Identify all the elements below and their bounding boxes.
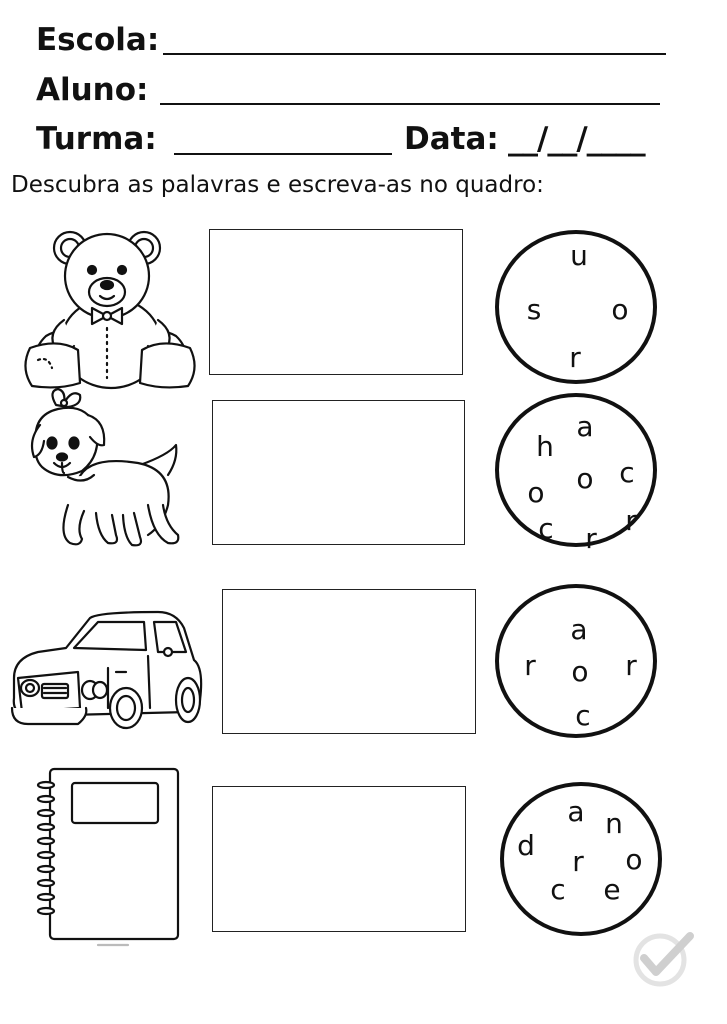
letter: s — [526, 293, 542, 326]
answer-box-2[interactable] — [212, 400, 465, 545]
letter: o — [571, 655, 589, 688]
letter: r — [625, 504, 637, 537]
letter: o — [611, 293, 629, 326]
letter: n — [605, 807, 623, 840]
letter: a — [567, 795, 585, 828]
letter: r — [569, 341, 581, 374]
teddy-bear-icon — [18, 228, 202, 392]
date-label: Data: — [404, 121, 499, 157]
letter: o — [527, 476, 545, 509]
puppy-dog-icon — [28, 385, 196, 555]
letter: c — [575, 699, 591, 732]
class-field[interactable] — [174, 153, 392, 155]
answer-box-1[interactable] — [209, 229, 463, 375]
letter: r — [585, 522, 597, 555]
letter: c — [538, 512, 554, 545]
notebook-icon — [36, 765, 186, 947]
letter: d — [517, 829, 535, 862]
answer-box-3[interactable] — [222, 589, 476, 734]
school-label: Escola: — [36, 22, 160, 58]
letter: r — [625, 649, 637, 682]
student-label: Aluno: — [36, 72, 149, 108]
letter-circle-2 — [495, 393, 657, 555]
check-mark-icon — [628, 928, 696, 990]
letter-circle-3 — [495, 584, 657, 738]
letter: o — [576, 462, 594, 495]
letter: r — [524, 649, 536, 682]
student-field[interactable] — [160, 103, 660, 105]
letter: a — [576, 410, 594, 443]
letter: e — [603, 873, 621, 906]
letter: c — [550, 873, 566, 906]
letter: o — [625, 843, 643, 876]
letter: h — [536, 430, 554, 463]
car-icon — [8, 608, 206, 734]
date-field[interactable]: __/__/____ — [508, 121, 645, 157]
letter-circle-4 — [500, 782, 662, 936]
answer-box-4[interactable] — [212, 786, 466, 932]
instruction-text: Descubra as palavras e escreva-as no quadro: — [11, 172, 544, 198]
letter: u — [570, 239, 588, 272]
letter: r — [572, 845, 584, 878]
class-label: Turma: — [36, 121, 157, 157]
school-field[interactable] — [163, 53, 666, 55]
letter: c — [619, 456, 635, 489]
letter-circle-1 — [495, 230, 657, 384]
letter: a — [570, 613, 588, 646]
